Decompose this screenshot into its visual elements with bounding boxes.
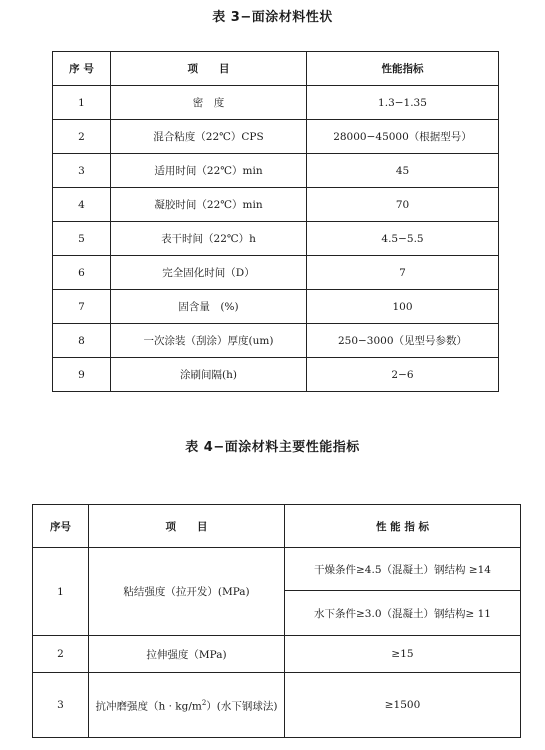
- table-row: [33, 548, 521, 591]
- cell-no: 5: [53, 222, 111, 256]
- item-text: ）(水下钢球法): [206, 700, 278, 713]
- superscript: 2: [201, 699, 207, 708]
- table-row: [33, 673, 521, 738]
- table3-title: 表 3−面涂材料性状: [212, 10, 333, 25]
- table-row: [53, 324, 499, 358]
- cell-value: 250−3000（见型号参数）: [307, 324, 499, 358]
- table-header-row: [53, 52, 499, 86]
- header-spec: 性 能 指 标: [285, 505, 521, 548]
- table-row: [53, 256, 499, 290]
- cell-value: 70: [307, 188, 499, 222]
- table4-title: 表 4−面涂材料主要性能指标: [185, 440, 360, 455]
- table-row: [53, 120, 499, 154]
- cell-item: 固含量 (%): [111, 290, 307, 324]
- table3: [52, 51, 499, 392]
- cell-no: 2: [53, 120, 111, 154]
- header-no: 序号: [33, 505, 89, 548]
- cell-value: 100: [307, 290, 499, 324]
- cell-value: 干燥条件≥4.5（混凝土）钢结构 ≥14: [285, 548, 521, 591]
- table-row: [53, 290, 499, 324]
- cell-no: 2: [33, 636, 89, 673]
- table-row: [53, 188, 499, 222]
- cell-item: 拉伸强度（MPa): [89, 636, 285, 673]
- table-row: [53, 222, 499, 256]
- cell-value: 4.5−5.5: [307, 222, 499, 256]
- cell-value: ≥15: [285, 636, 521, 673]
- cell-item: [89, 673, 285, 738]
- cell-no: 6: [53, 256, 111, 290]
- header-item: 项 目: [111, 52, 307, 86]
- cell-item: 完全固化时间（D）: [111, 256, 307, 290]
- header-item: 项 目: [89, 505, 285, 548]
- table-row: [53, 154, 499, 188]
- table-row: [33, 636, 521, 673]
- cell-no: 7: [53, 290, 111, 324]
- cell-item: 混合粘度（22℃）CPS: [111, 120, 307, 154]
- cell-no: 3: [53, 154, 111, 188]
- cell-value: 水下条件≥3.0（混凝土）钢结构≥ 11: [285, 591, 521, 636]
- table-header-row: [33, 505, 521, 548]
- header-spec: 性能指标: [307, 52, 499, 86]
- cell-item: 涂刷间隔(h): [111, 358, 307, 392]
- table-row: [53, 86, 499, 120]
- table-row: [53, 358, 499, 392]
- cell-item: 密 度: [111, 86, 307, 120]
- cell-value: 1.3−1.35: [307, 86, 499, 120]
- cell-no: 1: [53, 86, 111, 120]
- cell-no: 9: [53, 358, 111, 392]
- cell-value: 28000−45000（根据型号）: [307, 120, 499, 154]
- header-no: 序 号: [53, 52, 111, 86]
- cell-item: 一次涂装（刮涂）厚度(um): [111, 324, 307, 358]
- cell-value: 45: [307, 154, 499, 188]
- item-text: 抗冲磨强度（h · kg/m: [95, 700, 202, 713]
- cell-item: 凝胶时间（22℃）min: [111, 188, 307, 222]
- cell-item: 适用时间（22℃）min: [111, 154, 307, 188]
- cell-value: 2−6: [307, 358, 499, 392]
- cell-item: 粘结强度（拉开发）(MPa): [89, 548, 285, 636]
- cell-value: 7: [307, 256, 499, 290]
- cell-no: 3: [33, 673, 89, 738]
- cell-item: 表干时间（22℃）h: [111, 222, 307, 256]
- cell-value: ≥1500: [285, 673, 521, 738]
- table4: [32, 504, 521, 738]
- cell-no: 8: [53, 324, 111, 358]
- cell-no: 1: [33, 548, 89, 636]
- cell-no: 4: [53, 188, 111, 222]
